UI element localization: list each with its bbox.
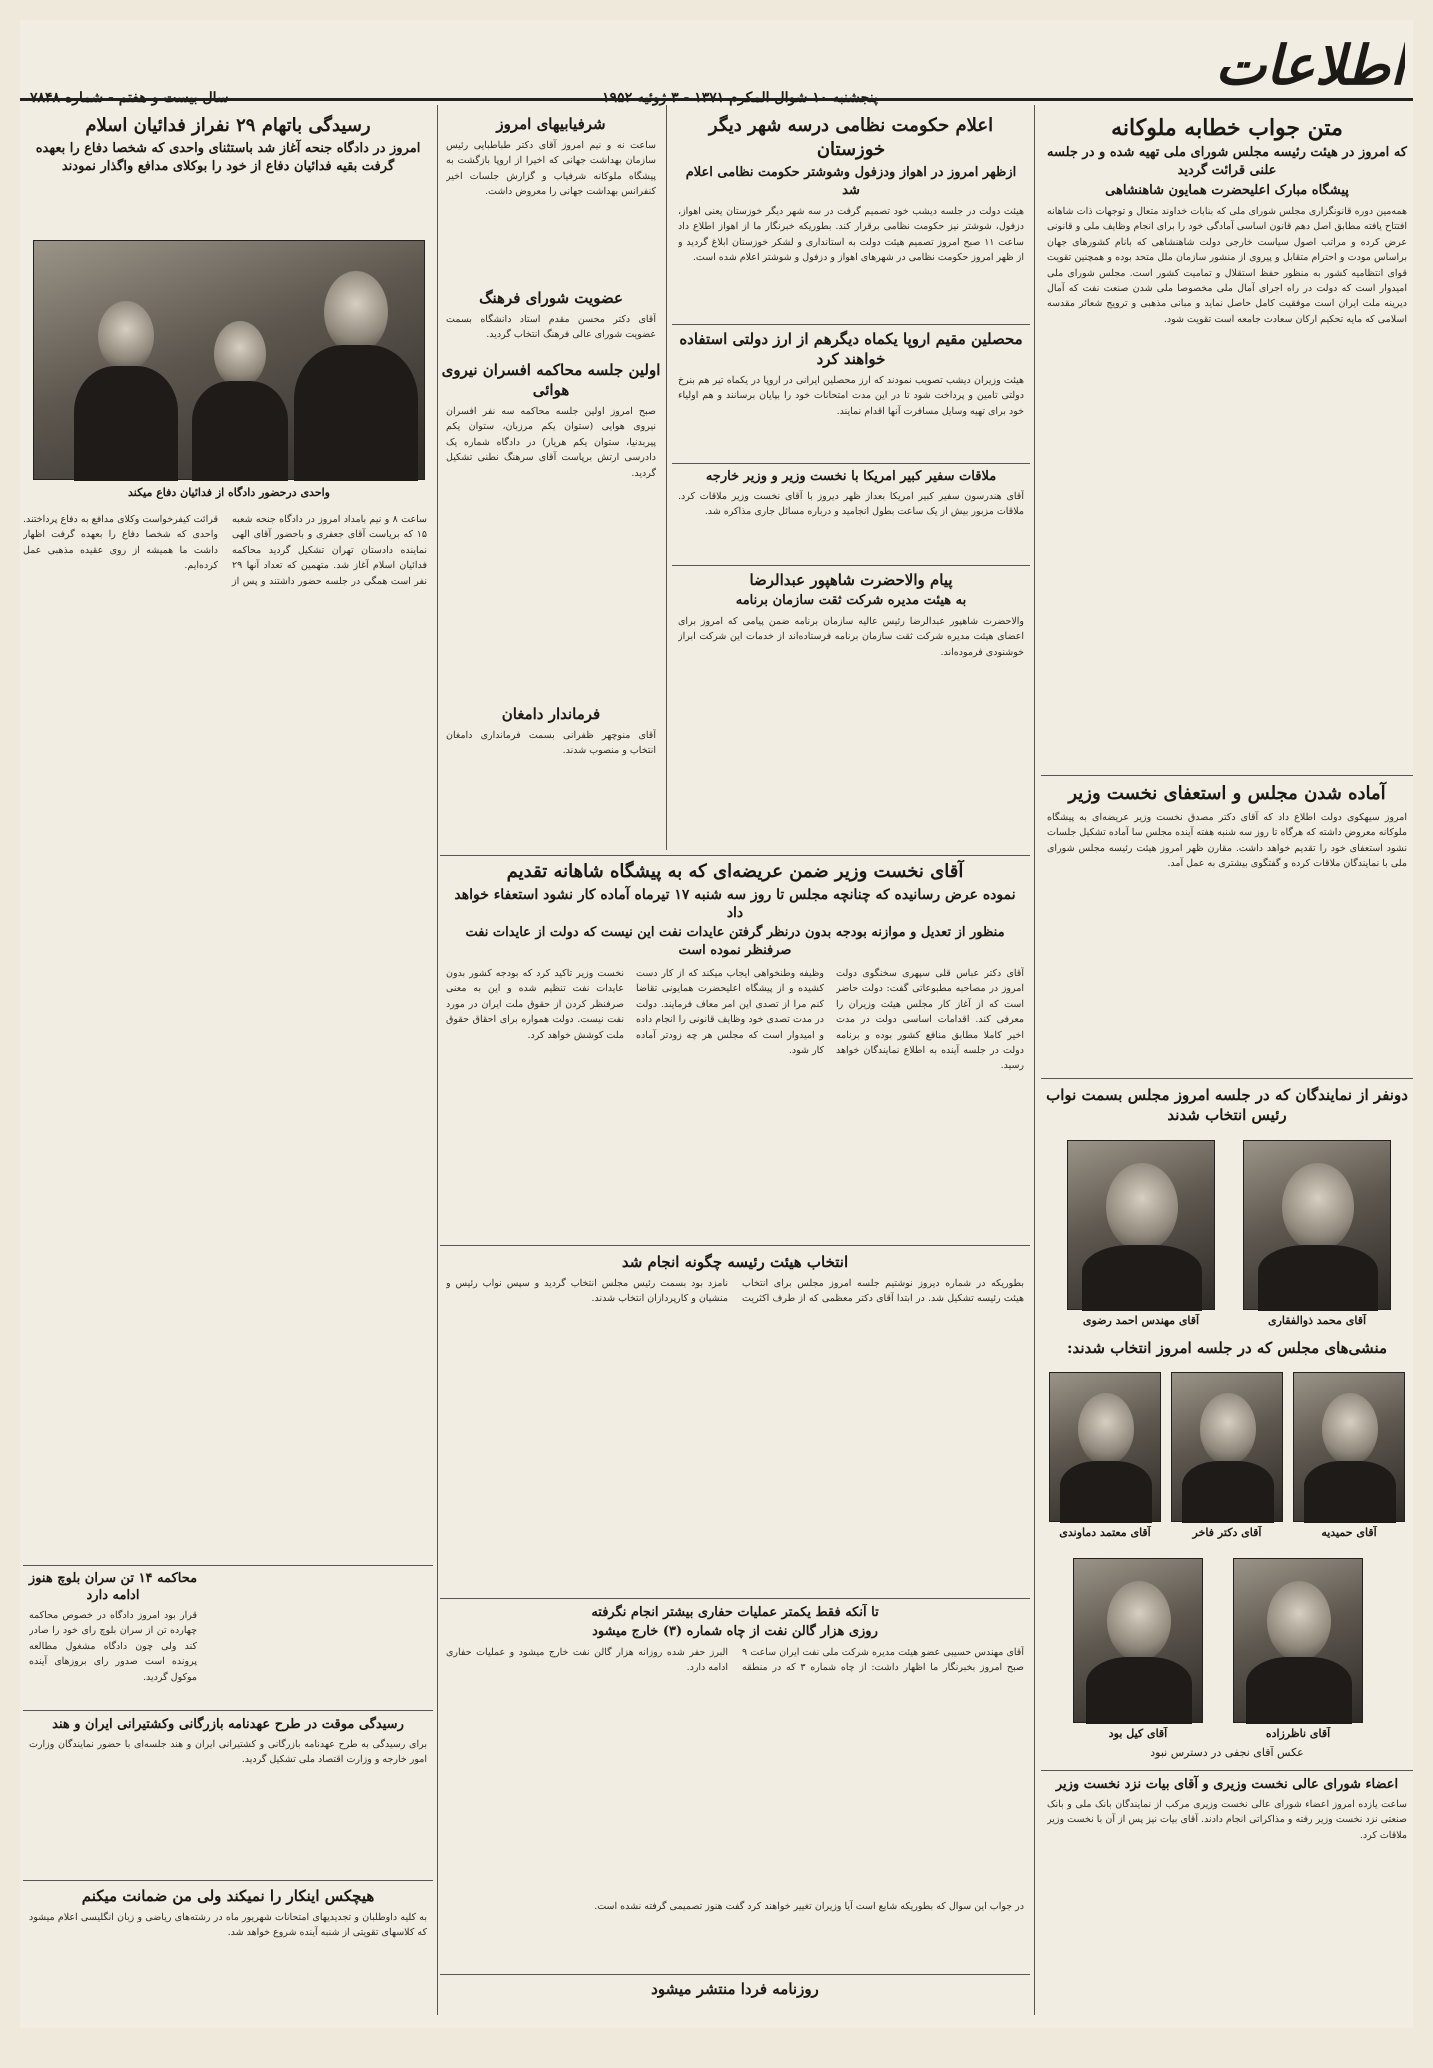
khateb-subheadline-2: پیشگاه مبارک اعلیحضرت همایون شاهنشاهی [1105,183,1349,198]
damghan-governor-headline: فرماندار دامغان [501,705,601,723]
fadaian-headline: رسیدگی باتهام ۲۹ نفراز فدائیان اسلام [85,115,371,136]
india-treaty-body: برای رسیدگی به طرح عهدنامه بازرگانی و کشتیرانی ایران و هند جلسه‌ای با حضور نمایندگان وزارت امور خارجه و وزارت اقتصاد ملی تشکیل گردید. [29,1739,427,1766]
resignation-body: امروز سیهکوی دولت اطلاع داد که آقای دکتر مصدق نخست وزیر عریضه‌ای به پیشگاه ملوکانه معروض داشته که هرگاه تا روز سه شنبه هفته آینده مجلس سا آماده تشکیل جلسات نشود استعفای خود را تقدیم خواهد داشت. مقارن ظهر امروز هیئت رئیسه مجلس شورای ملی با نمایندگان ملاقات کرده و گفتگوی بیشتری به عمل آمد. [1047,812,1407,870]
damghan-governor-body: آقای منوچهر ظفرانی بسمت فرمانداری دامغان انتخاب و منصوب شدند. [446,730,656,757]
caption-kilbood: آقای کیل بود [1108,1727,1168,1740]
prince-message-headline: پیام والاحضرت شاهپور عبدالرضا [749,571,953,589]
caption-nazerzadeh: آقای ناظرزاده [1265,1727,1331,1740]
audiences-headline: شرفیابیهای امروز [496,115,606,133]
culture-council-body: آقای دکتر محسن مقدم استاد دانشگاه بسمت عضویت شورای عالی فرهنگ انتخاب گردید. [446,314,656,341]
presidium-story [440,1252,1030,1592]
caption-hamidieh: آقای حمیدیه [1321,1526,1377,1539]
fadaian-sub: امروز در دادگاه جنحه آغاز شد باستثنای واحدی که شخصا دفاع را بعهده گرفت بقیه فدائیان دفاع از خود را بوکلای مدافع واگذار نمودند [35,141,421,174]
masthead-title: اطلاعات [1215,33,1405,97]
caption-damavandi: آقای معتمد دماوندی [1059,1526,1151,1539]
council-body: ساعت یازده امروز اعضاء شورای عالی نخست وزیری مرکب از نمایندگان بانک ملی و بانک صنعتی نزد نخست وزیر رفته و مذاکراتی انجام دادند. آقای بیات نیز پس از آن با نخست وزیر ملاقات کرد. [1047,1799,1407,1841]
mid-right-column [672,110,1030,850]
ambassador-headline: ملاقات سفیر کبیر امریکا با نخست وزیر و وزیر خارجه [705,469,997,484]
right-column [1041,110,1413,2020]
pm-petition-body-a: آقای دکتر عباس قلی سپهری سخنگوی دولت امروز در مصاحبه مطبوعاتی گفت: دولت حاضر است که از آغاز کار مجلس هیئت وزیران را معرفی کند. اقدامات اساسی دولت در مدت اخیر کاملا مطابق منافع کشور بوده و برنامه دولت در جلسه آینده به اطلاع نمایندگان خواهد رسید. [836,968,1024,1072]
budget-sub: منظور از تعدیل و موازنه بودجه بدون درنظر گرفتن عایدات نفت این نیست که دولت از عایدات نفت صرفنظر نموده است [465,925,1005,958]
oil-well-headline: تا آنکه فقط یکمتر عملیات حفاری بیشتر انجام نگرفته [591,1605,879,1620]
section-rule [1041,1770,1413,1771]
section-rule [440,1974,1030,1975]
prince-message-body: والاحضرت شاهپور عبدالرضا رئیس عالیه سازمان برنامه ضمن پیامی که امروز برای اعضای هیئت مدیره شرکت ثقت سازمان برنامه فرستاده‌اند از خدمات این شرکت ابراز خوشنودی فرموده‌اند. [678,616,1024,658]
section-rule [440,1245,1030,1246]
secretaries-headline: منشی‌های مجلس که در جلسه امروز انتخاب شدند: [1066,1339,1388,1357]
section-rule [23,1880,433,1881]
khateb-headline: متن جواب خطابه ملوکانه [1111,115,1343,141]
caption-zolfaghari: آقای محمد ذوالفقاری [1267,1314,1367,1327]
section-rule [23,1565,433,1566]
prince-message-sub: به هیئت مدیره شرکت ثقت سازمان برنامه [735,593,967,608]
section-rule [440,1598,1030,1599]
martial-law-body: هیئت دولت در جلسه دیشب خود تصمیم گرفت در سه شهر دیگر خوزستان یعنی اهواز، دزفول، شوشتر نیز حکومت نظامی برقرار کند. بطوریکه خبرنگار ما از اهواز اطلاع داد ساعت ۱۱ صبح امروز تصمیم هیئت دولت به استانداری و لشکر خوزستان ابلاغ گردید و از ظهر امروز حکومت نظامی در شهرهای اهواز و دزفول و شوشتر اعلام شده است. [678,206,1024,264]
mid-left-column [440,110,662,850]
tomorrow-notice: روزنامه فردا منتشر میشود [651,1980,819,1998]
pm-petition-body-b: وظیفه وطنخواهی ایجاب میکند که از کار دست کشیده و از پیشگاه اعلیحضرت همایونی تقاضا کنم مرا از تصدی این امر معاف فرمایند. دولت در مدت تصدی خود وظایف قانونی را انجام داده و امیدوار است که مجلس هر چه زودتر آماده کار شود. [636,968,824,1057]
column-rule [437,105,438,2015]
pm-petition-headline: آقای نخست وزیر ضمن عریضه‌ای که به پیشگاه شاهانه تقدیم [506,861,964,882]
pm-petition-sub: نموده عرض رسانیده که چنانچه مجلس تا روز سه شنبه ۱۷ تیرماه آماده کار نشود استعفاء خواهد داد [454,887,1016,921]
guarantee-ad-headline: هیچکس اینکار را نمیکند ولی من ضمانت میکنم [81,1887,375,1905]
air-force-trial-body: صبح امروز اولین جلسه محاکمه سه نفر افسران نیروی هوایی (ستوان یکم مرزبان، ستوان یکم پیربدنیا، ستوان یکم هریار) در دادگاه شماره یک دادرسی ارتش برپاست آقای سرهنگ نطنی تشکیل گردید. [446,406,656,479]
photo-damavandi [1049,1372,1161,1522]
fadaian-body: ساعت ۸ و نیم بامداد امروز در دادگاه جنحه شعبه ۱۵ که بریاست آقای جعفری و باحضور آقای الهی نماینده دادستان تهران تشکیل گردید محاکمه فدائیان اسلام آغاز شد. متهمین که تعداد آنها ۲۹ نفر است همگی در جلسه حضور داشتند و پس از قرائت کیفرخواست وکلای مدافع به دفاع پرداختند. واحدی که شخصا دفاع را بعهده گرفت اظهار داشت ما همیشه از روی عقیده مذهبی عمل کرده‌ایم. [23,514,427,587]
ambassador-body: آقای هندرسون سفیر کبیر امریکا بعداز ظهر دیروز با آقای نخست وزیر ملاقات کرد. ملاقات مزبور بیش از یک ساعت بطول انجامید و درباره مسائل جاری مذاکره شد. [678,491,1024,518]
baluch-trial-body: قرار بود امروز دادگاه در خصوص محاکمه چهارده تن از سران بلوچ رای خود را صادر کند ولی چون دادگاه مشغول مطالعه پرونده است صدور رای بروزهای آینده موکول گردید. [29,1610,197,1683]
caption-razavi: آقای مهندس احمد رضوی [1082,1314,1200,1327]
air-force-trial-headline: اولین جلسه محاکمه افسران نیروی هوائی [441,361,661,399]
oil-well-story [440,1604,1030,2014]
khateb-body: همه‌مین دوره قانونگزاری مجلس شورای ملی که بنابات خداوند متعال و توجهات ذات شاهانه افتتاح یافته مطابق اصل دهم قانون اساسی آمادگی خود را برای انجام وظایف ملی و قانونی عرض کرده و مراتب اصول سیاست خارجی دولت شاهنشاهی که بانام کشورهای جهان براساس مودت و احترام متقابل و پیروی از منشور سازمان ملل متحد بوده و همچنین تقویت قوای انتظامیه کشور به منظور حفظ استقلال و تمامیت کشور است. مجلس شورای ملی امیدوار است که دولت در راه اجرای آمال ملی مخصوصا ملی شدن صنعت نفت که آمال دیرینه ملت ایران است موفقیت کامل حاصل نماید و مبانی مذهبی و ترویج شعائر مقدسه اسلامی که مایه تحکیم ارکان سعادت جامعه است تقویت شود. [1047,206,1407,325]
section-rule [1041,1078,1413,1079]
caption-najafi-note: عکس آقای نجفی در دسترس نبود [1150,1746,1304,1759]
khateb-subheadline: که امروز در هیئت رئیسه مجلس شورای ملی تهیه شده و در جلسه علنی قرائت گردید [1047,145,1407,178]
students-body: هیئت وزیران دیشب تصویب نمودند که ارز محصلین ایرانی در اروپا در یکماه تیر هم بنرخ دولتی تامین و پرداخت شود تا در این مدت امتحانات خود را بپایان برسانند و هم اولیاء خود برای تهیه وسایل مسافرت آنها اقدام نمایند. [678,375,1024,417]
baluch-trial-headline: محاکمه ۱۴ تن سران بلوچ هنوز ادامه دارد [28,1571,198,1603]
caption-fakher: آقای دکتر فاخر [1192,1526,1262,1539]
left-column [23,110,433,2020]
oil-well-sub: روزی هزار گالن نفت از چاه شماره (۳) خارج میشود [592,1624,878,1639]
column-rule [1034,105,1035,2015]
section-rule [23,1710,433,1711]
newspaper-page [20,20,1413,2028]
photo-kilbood [1073,1558,1203,1723]
pm-petition-body-c: نخست وزیر تاکید کرد که بودجه کشور بدون عایدات نفت تنظیم شده و این به معنی صرفنظر کردن از حقوق ملت ایران در مورد نفت نیست. دولت همواره برای احقاق حقوق ملت کوشش خواهد کرد. [446,968,624,1041]
photo-fakher [1171,1372,1283,1522]
culture-council-headline: عضویت شورای فرهنگ [479,289,623,307]
presidium-headline: انتخاب هیئت رئیسه چگونه انجام شد [621,1253,849,1271]
resignation-headline: آماده شدن مجلس و استعفای نخست وزیر [1068,783,1386,804]
martial-law-headline: اعلام حکومت نظامی درسه شهر دیگر خوزستان [708,115,994,160]
guarantee-ad-body: به کلیه داوطلبان و تجدیدیهای امتحانات شهریور ماه در رشته‌های ریاضی و زبان انگلیسی اعلام میشود که کلاسهای تقویتی از شنبه آینده شروع خواهد شد. [29,1912,427,1939]
vice-speakers-headline: دونفر از نمایندگان که در جلسه امروز مجلس بسمت نواب رئیس انتخاب شدند [1046,1086,1408,1124]
students-headline: محصلین مقیم اروپا یکماه دیگرهم از ارز دولتی استفاده خواهند کرد [679,330,1023,368]
photo-nazerzadeh [1233,1558,1363,1723]
india-treaty-headline: رسیدگی موقت در طرح عهدنامه بازرگانی وکشتیرانی ایران و هند [52,1717,404,1732]
martial-law-sub: ازظهر امروز در اهواز ودزفول وشوشتر حکومت نظامی اعلام شد [685,165,1017,198]
presidium-body: بطوریکه در شماره دیروز نوشتیم جلسه امروز مجلس برای انتخاب هیئت رئیسه تشکیل شد. در ابتدا آقای دکتر معظمی که از طرف اکثریت نامزد بود بسمت رئیس مجلس انتخاب گردید و سپس نواب رئیس و منشیان و کارپردازان انتخاب شدند. [446,1278,1024,1305]
photo-zolfaghari [1243,1140,1391,1310]
section-rule [1041,775,1413,776]
section-rule [440,855,1030,856]
audiences-body: ساعت نه و نیم امروز آقای دکتر طباطبایی رئیس سازمان بهداشت جهانی که اخیرا از اروپا بازگشت به پیشگاه ملوکانه شرفیاب و گزارش جلسات اخیر کنفرانس بهداشت جهانی را معروض داشت. [446,140,656,198]
council-headline: اعضاء شورای عالی نخست وزیری و آقای بیات نزد نخست وزیر [1055,1777,1399,1792]
courtroom-photo [33,240,425,480]
column-rule [666,105,667,850]
oil-well-body-2: در جواب این سوال که بطوریکه شایع است آیا وزیران تغییر خواهند کرد گفت هنوز تصمیمی گرفته نشده است. [594,1901,1024,1912]
photo-hamidieh [1293,1372,1405,1522]
photo-razavi [1067,1140,1215,1310]
oil-well-body: آقای مهندس حسیبی عضو هیئت مدیره شرکت ملی نفت ایران ساعت ۹ صبح امروز بخبرنگار ما اظهار داشت: از چاه شماره ۳ که در منطقه البرز حفر شده روزانه هزار گالن نفت خارج میشود و عملیات حفاری ادامه دارد. [446,1647,1024,1674]
courtroom-photo-caption: واحدی درحضور دادگاه از فدائیان دفاع میکند [128,486,330,499]
masthead-rule [20,98,1413,101]
